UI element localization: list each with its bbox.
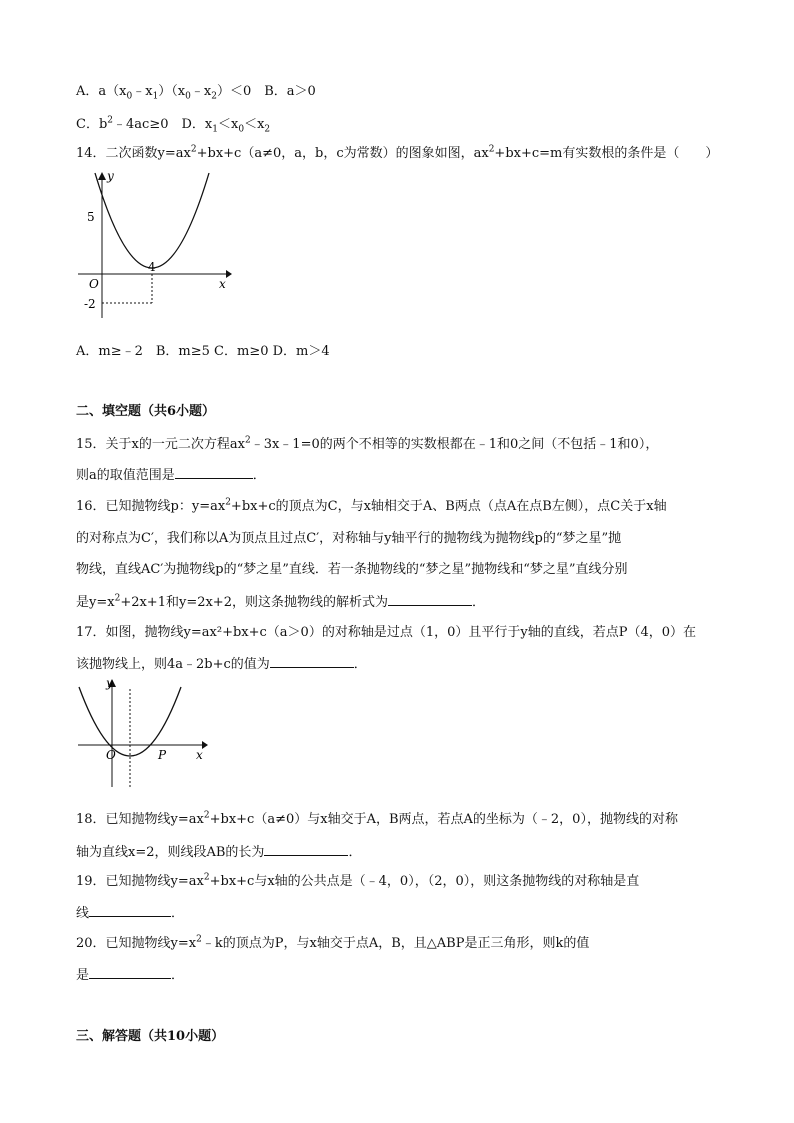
q20-line1: 20．已知抛物线$y=x^2﹣k$的顶点为P，与x轴交于点A，B，且△ABP是正三角形，则k的值 [76, 934, 590, 951]
q14-tick-4: 4 [148, 260, 156, 274]
q15-line2: 则a的取值范围是 ． [76, 468, 266, 483]
q15-answer-blank[interactable] [175, 466, 253, 479]
section2-title: 二、填空题（共6小题） [76, 404, 216, 419]
q18-line1: 18．已知抛物线$y=ax^2+bx+c(a\ne 0)$与x轴交于A，B两点，若点A的坐标为（﹣2，0），抛物线的对称 [76, 810, 678, 827]
q16-line1: 16．已知抛物线p：$y=ax^2+bx+c$的顶点为C，与x轴相交于A、B两点（点A在点B左侧），点C关于x轴 [76, 497, 667, 514]
q19-answer-blank[interactable] [89, 904, 171, 917]
q17-origin-label: O [106, 748, 116, 762]
q17-line2: 该抛物线上，则4a﹣2b+c的值为 ． [76, 657, 367, 672]
q17-x-label: x [196, 748, 203, 762]
q14-x-label: x [219, 277, 226, 291]
q14-x-axis-arrow [226, 270, 232, 278]
q17-point-p-label: P [158, 748, 167, 762]
q16-line3: 物线，直线AC′为抛物线p的“梦之星”直线．若一条抛物线的“梦之星”抛物线和“梦之星”直线分别 [76, 562, 628, 577]
q17-parabola-graph [76, 675, 211, 790]
q16-answer-blank[interactable] [388, 593, 472, 606]
q17-line1: 17．如图，抛物线y=ax²+bx+c（a＞0）的对称轴是过点（1，0）且平行于y轴的直线，若点P（4，0）在 [76, 625, 696, 640]
q14-parabola-curve [95, 173, 209, 268]
q19-line2: 线 ． [76, 906, 185, 921]
q13-options-line2: C．$b^2﹣4ac\ge 0$ D．$x_1<x_0<x_2$ [76, 115, 271, 135]
q18-answer-blank[interactable] [264, 843, 348, 856]
q16-line2: 的对称点为C′，我们称以A为顶点且过点C′，对称轴与y轴平行的抛物线为抛物线p的“梦之星”抛 [76, 531, 622, 546]
section3-title: 三、解答题（共10小题） [76, 1029, 225, 1044]
q13-options-line1: A．$a(x_0﹣x_1)(x_0﹣x_2)<0$ B．a＞0 [76, 84, 316, 102]
q17-y-label: y [106, 676, 113, 690]
q20-answer-blank[interactable] [89, 966, 171, 979]
q16-line4: 是$y=x^2+2x+1$和y=2x+2，则这条抛物线的解析式为 ． [76, 593, 485, 610]
q14-y-axis-arrow [98, 172, 106, 180]
q14-tick-neg2: -2 [84, 297, 96, 311]
q14-options: A．m≥﹣2 B．m≥5 C．m≥0 D．m＞4 [76, 344, 330, 359]
q17-answer-blank[interactable] [270, 655, 354, 668]
q14-stem: 14．二次函数$y=ax^2+bx+c(a\ne 0$，a，b，c为常数）的图象如图，$ax^2+bx+c=m$有实数根的条件是（ ） [76, 144, 719, 161]
q14-tick-5: 5 [87, 210, 95, 224]
q19-line1: 19．已知抛物线$y=ax^2+bx+c$与x轴的公共点是（﹣4，0），（2，0），则这条抛物线的对称轴是直 [76, 872, 640, 889]
q18-line2: 轴为直线x=2，则线段AB的长为 ． [76, 845, 362, 860]
q17-x-axis-arrow [202, 741, 208, 749]
q20-line2: 是 ． [76, 968, 185, 983]
q14-y-label: y [107, 169, 114, 183]
q15-line1: 15．关于x的一元二次方程$ax^2﹣3x﹣1=0$的两个不相等的实数根都在﹣1和0之间（不包括﹣1和0）， [76, 435, 659, 452]
q14-parabola-graph [76, 168, 236, 323]
q14-origin-label: O [89, 277, 99, 291]
